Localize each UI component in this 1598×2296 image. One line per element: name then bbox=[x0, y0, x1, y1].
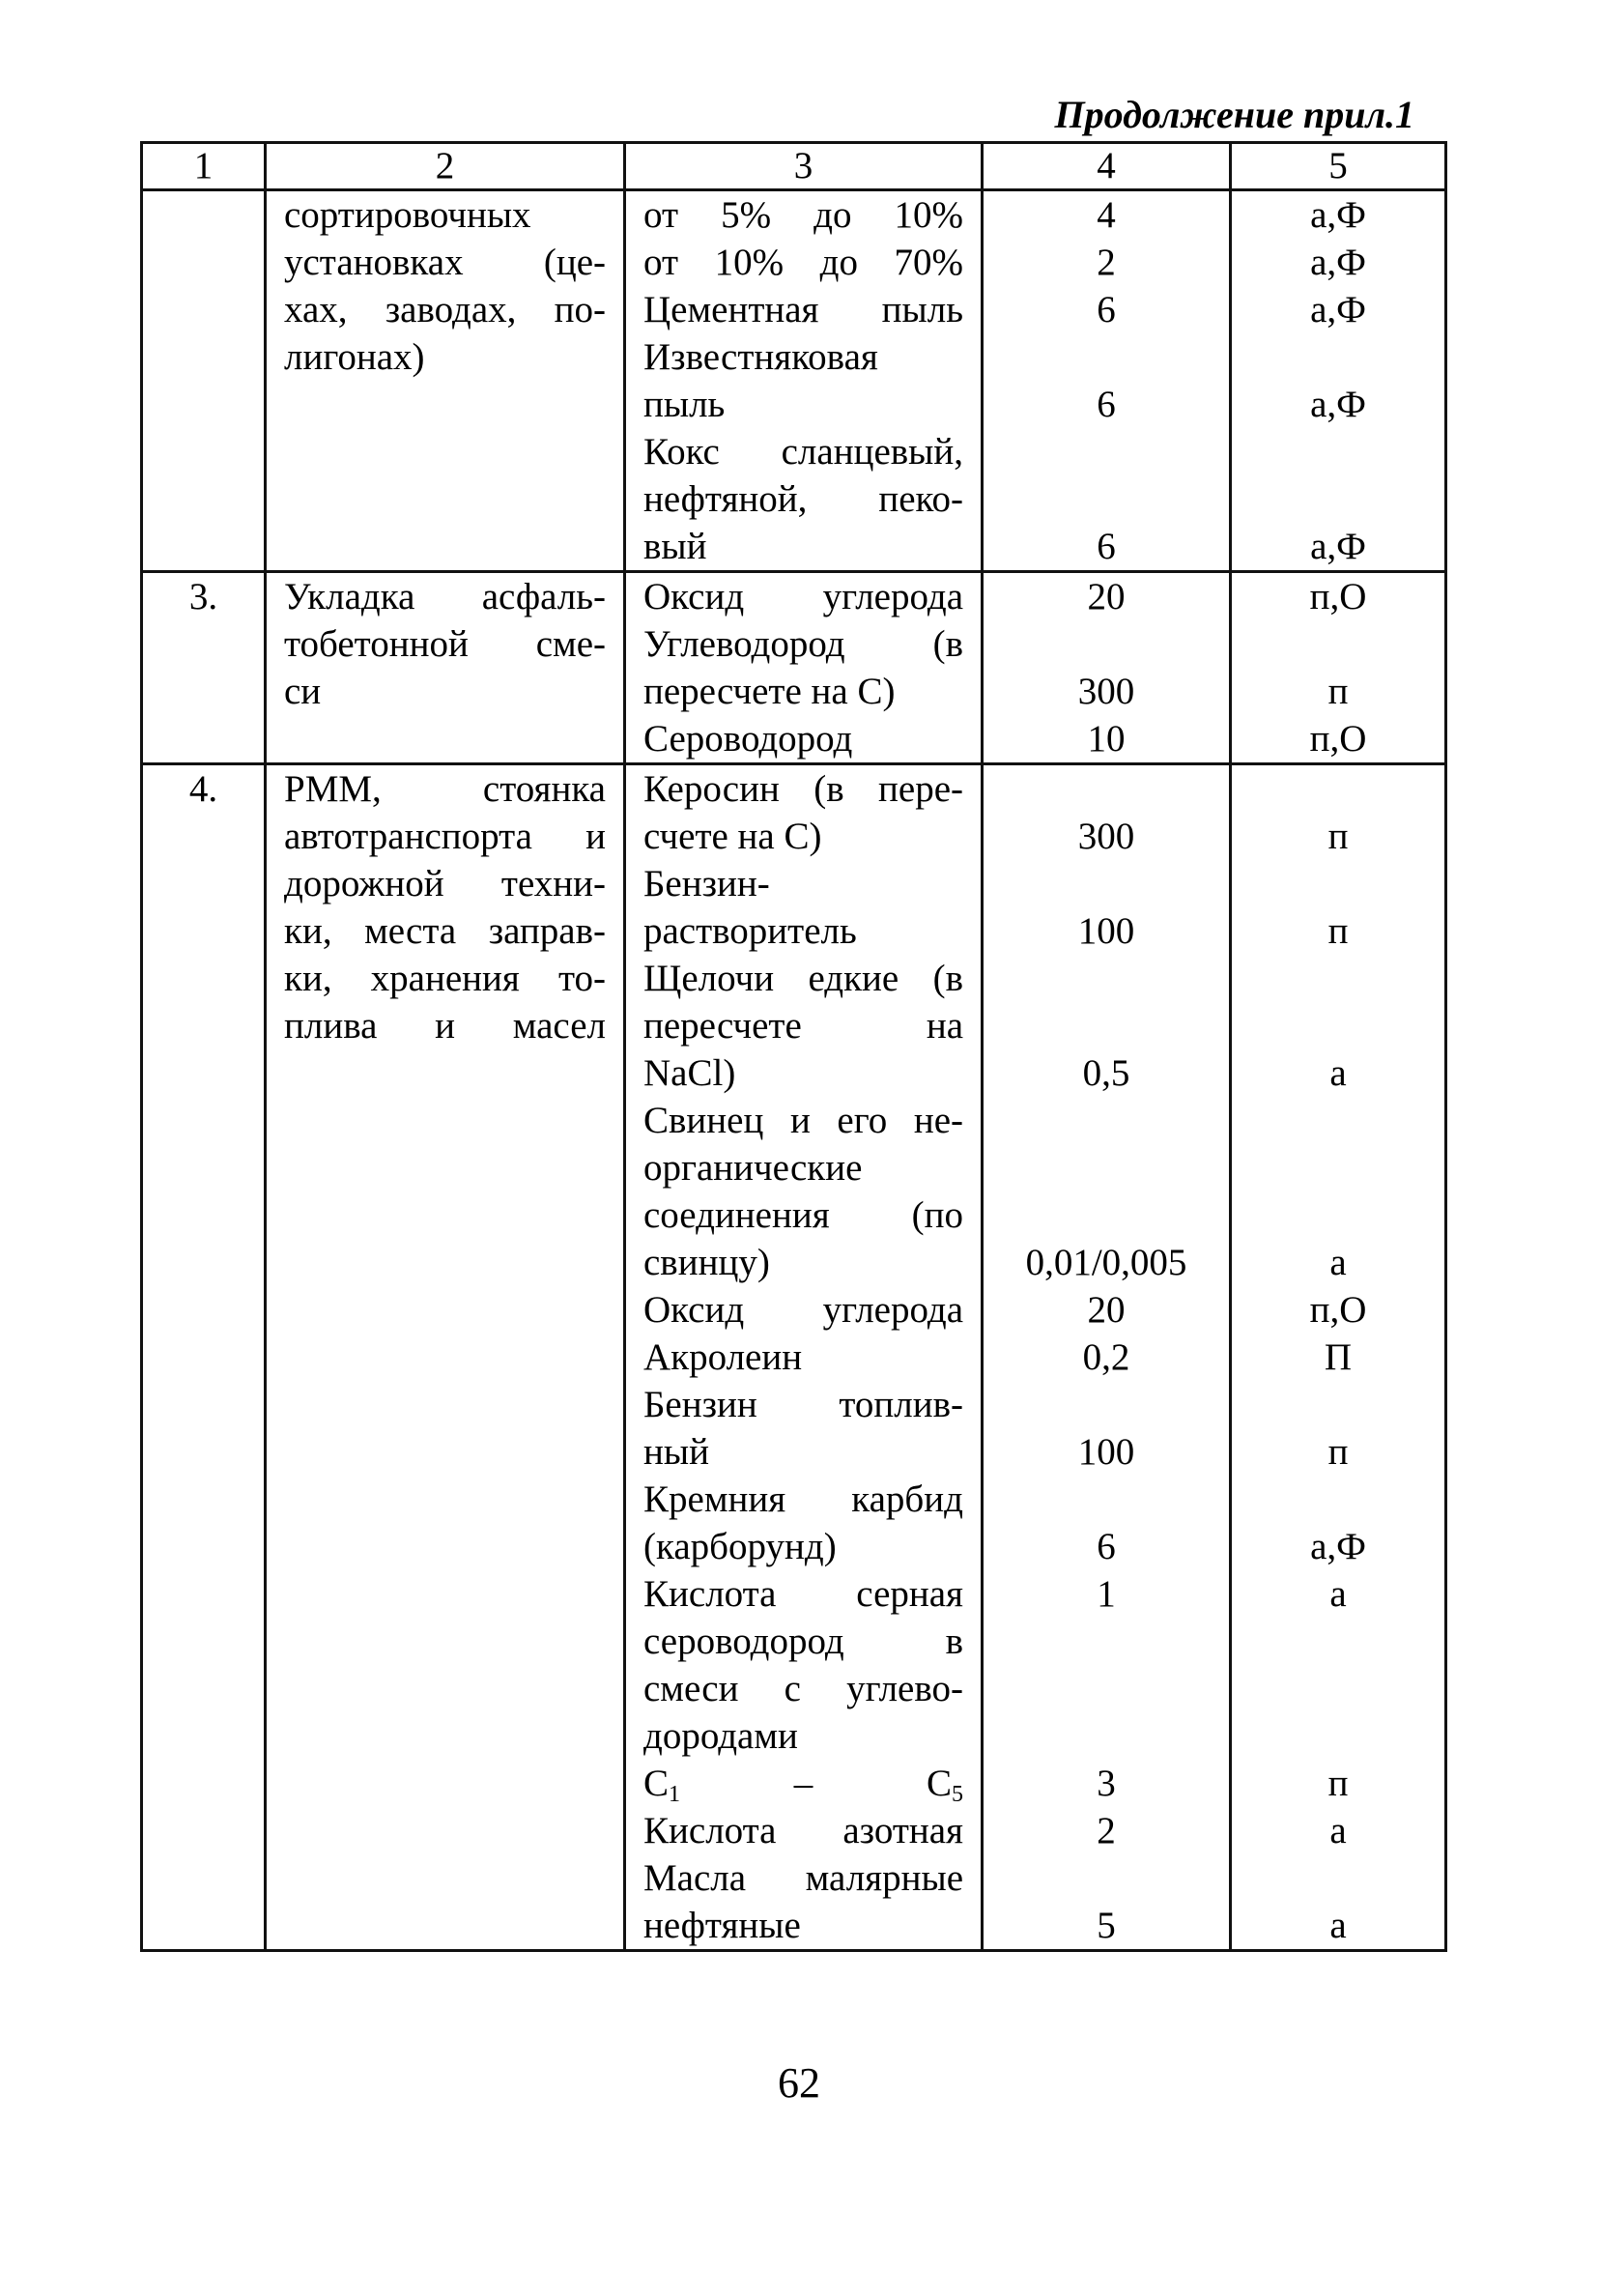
class-line: а,Ф bbox=[1310, 289, 1366, 330]
substance-line: Бензин топлив- bbox=[643, 1384, 963, 1425]
substance-line: дородами bbox=[643, 1715, 798, 1757]
substance-line: вый bbox=[643, 526, 707, 567]
column-header: 5 bbox=[1231, 143, 1446, 190]
substance-line: Кислота азотная bbox=[643, 1810, 963, 1851]
row-number: 4. bbox=[188, 768, 218, 810]
class-line bbox=[1249, 1381, 1427, 1428]
class-line bbox=[1249, 1191, 1427, 1239]
substance-line: нефтяной, пеко- bbox=[643, 478, 963, 520]
class-line: а bbox=[1329, 1242, 1347, 1283]
source-line: РММ, стоянка bbox=[284, 768, 606, 810]
substance-line: Углеводород (в bbox=[643, 623, 963, 665]
value-line bbox=[1001, 860, 1212, 907]
class-line: а,Ф bbox=[1310, 242, 1366, 283]
value-line: 2 bbox=[1097, 242, 1116, 283]
value-cell bbox=[983, 572, 1231, 764]
class-line: а,Ф bbox=[1310, 384, 1366, 425]
row-number: 3. bbox=[188, 576, 218, 617]
value-line: 4 bbox=[1097, 194, 1116, 236]
substance-line: Щелочи едкие (в bbox=[643, 958, 963, 999]
class-line bbox=[1249, 860, 1427, 907]
value-line: 0,01/0,005 bbox=[1025, 1242, 1187, 1283]
value-line: 6 bbox=[1097, 1526, 1116, 1567]
substance-line: счете на С) bbox=[643, 816, 822, 857]
substance-line: (карборунд) bbox=[643, 1526, 837, 1567]
value-line: 20 bbox=[1087, 576, 1126, 617]
source-line: си bbox=[284, 671, 322, 712]
source-line: ки, хранения то- bbox=[284, 958, 606, 999]
value-line bbox=[1001, 1712, 1212, 1760]
substance-line: Оксид углерода bbox=[643, 576, 963, 617]
class-line bbox=[1249, 1665, 1427, 1712]
substance-line: ный bbox=[643, 1431, 709, 1473]
substance-cell bbox=[625, 764, 983, 1951]
value-line bbox=[1001, 1191, 1212, 1239]
class-line: п,О bbox=[1309, 1289, 1367, 1331]
class-line bbox=[1249, 1476, 1427, 1523]
class-line bbox=[1249, 1002, 1427, 1049]
column-header: 1 bbox=[142, 143, 266, 190]
value-cell bbox=[983, 764, 1231, 1951]
value-line bbox=[1001, 1002, 1212, 1049]
value-line: 20 bbox=[1087, 1289, 1126, 1331]
class-line: п,О bbox=[1309, 576, 1367, 617]
row-number bbox=[160, 191, 246, 239]
substance-line: Акролеин bbox=[643, 1336, 803, 1378]
source-line: установках (це- bbox=[284, 242, 606, 283]
substance-line: сероводород в bbox=[643, 1621, 963, 1662]
substance-line: $C_1 - C_5$ bbox=[643, 1763, 963, 1807]
source-cell bbox=[266, 764, 625, 1951]
class-line: п bbox=[1327, 1763, 1349, 1804]
substance-line: органические bbox=[643, 1147, 863, 1189]
class-line: а bbox=[1329, 1810, 1347, 1851]
class-line: а bbox=[1329, 1905, 1347, 1946]
value-line bbox=[1001, 1854, 1212, 1902]
substance-line: Керосин (в пере- bbox=[643, 768, 963, 810]
substance-line: соединения (по bbox=[643, 1194, 963, 1236]
class-line bbox=[1249, 428, 1427, 475]
value-line: 300 bbox=[1077, 671, 1135, 712]
source-line: сортировочных bbox=[284, 194, 531, 236]
substance-line: растворитель bbox=[643, 910, 857, 952]
substance-line: от 10% до 70% bbox=[643, 242, 963, 283]
substance-cell bbox=[625, 190, 983, 572]
appendix-table bbox=[140, 141, 1447, 1952]
substance-line: нефтяные bbox=[643, 1905, 801, 1946]
column-header: 2 bbox=[266, 143, 625, 190]
value-line: 6 bbox=[1097, 384, 1116, 425]
value-line bbox=[1001, 1097, 1212, 1144]
class-cell bbox=[1231, 190, 1446, 572]
substance-cell bbox=[625, 572, 983, 764]
class-line: а,Ф bbox=[1310, 1526, 1366, 1567]
substance-line: Кремния карбид bbox=[643, 1478, 963, 1520]
class-line bbox=[1249, 1144, 1427, 1191]
table-body bbox=[142, 190, 1446, 1951]
value-line: 3 bbox=[1097, 1763, 1116, 1804]
source-cell bbox=[266, 190, 625, 572]
source-line: тобетонной сме- bbox=[284, 623, 606, 665]
column-header: 3 bbox=[625, 143, 983, 190]
substance-line: смеси с углево- bbox=[643, 1668, 963, 1709]
value-line: 0,5 bbox=[1082, 1052, 1130, 1094]
substance-line: Известняковая bbox=[643, 336, 878, 378]
substance-line: Свинец и его не- bbox=[643, 1100, 963, 1141]
value-line bbox=[1001, 475, 1212, 523]
class-line: п bbox=[1327, 671, 1349, 712]
substance-line: Оксид углерода bbox=[643, 1289, 963, 1331]
class-line: П bbox=[1324, 1336, 1353, 1378]
table-header-row bbox=[142, 143, 1446, 190]
value-line bbox=[1001, 1476, 1212, 1523]
substance-line: Цементная пыль bbox=[643, 289, 963, 330]
class-line bbox=[1249, 620, 1427, 668]
class-line: п bbox=[1327, 910, 1349, 952]
value-line: 100 bbox=[1077, 910, 1135, 952]
substance-line: Бензин- bbox=[643, 863, 770, 904]
source-line: автотранспорта и bbox=[284, 816, 606, 857]
page-number: 62 bbox=[778, 2059, 820, 2107]
class-line: п,О bbox=[1309, 718, 1367, 760]
value-line: 1 bbox=[1097, 1573, 1116, 1615]
substance-line: пересчете на С) bbox=[643, 671, 896, 712]
class-line bbox=[1249, 1618, 1427, 1665]
class-line: а bbox=[1329, 1052, 1347, 1094]
class-line: п bbox=[1327, 816, 1349, 857]
value-line bbox=[1001, 1665, 1212, 1712]
value-line: 5 bbox=[1097, 1905, 1116, 1946]
class-cell bbox=[1231, 764, 1446, 1951]
column-header: 4 bbox=[983, 143, 1231, 190]
table-row bbox=[142, 764, 1446, 1951]
value-line: 2 bbox=[1097, 1810, 1116, 1851]
value-line bbox=[1001, 428, 1212, 475]
substance-line: Кислота серная bbox=[643, 1573, 963, 1615]
value-line bbox=[1001, 955, 1212, 1002]
continuation-label: Продолжение прил.1 bbox=[1054, 93, 1414, 136]
row-number-cell bbox=[142, 572, 266, 764]
class-line bbox=[1249, 1854, 1427, 1902]
substance-line: Кокс сланцевый, bbox=[643, 431, 963, 473]
substance-line: Масла малярные bbox=[643, 1857, 963, 1899]
class-line bbox=[1249, 1712, 1427, 1760]
class-line bbox=[1249, 765, 1427, 813]
value-line bbox=[1001, 1618, 1212, 1665]
value-line: 100 bbox=[1077, 1431, 1135, 1473]
source-line: плива и масел bbox=[284, 1005, 606, 1047]
source-line: Укладка асфаль- bbox=[284, 576, 606, 617]
substance-line: свинцу) bbox=[643, 1242, 770, 1283]
source-line: хах, заводах, по- bbox=[284, 289, 606, 330]
value-line: 10 bbox=[1087, 718, 1126, 760]
table-row bbox=[142, 572, 1446, 764]
value-line: 300 bbox=[1077, 816, 1135, 857]
row-number-cell bbox=[142, 190, 266, 572]
class-line: а,Ф bbox=[1310, 526, 1366, 567]
source-line: лигонах) bbox=[284, 336, 425, 378]
value-line: 6 bbox=[1097, 526, 1116, 567]
source-line: дорожной техни- bbox=[284, 863, 606, 904]
class-line: а bbox=[1329, 1573, 1347, 1615]
class-line bbox=[1249, 475, 1427, 523]
source-line: ки, места заправ- bbox=[284, 910, 606, 952]
value-line bbox=[1001, 1381, 1212, 1428]
substance-line: Сероводород bbox=[643, 718, 853, 760]
value-line: 6 bbox=[1097, 289, 1116, 330]
value-line bbox=[1001, 620, 1212, 668]
value-line bbox=[1001, 765, 1212, 813]
value-line bbox=[1001, 333, 1212, 381]
table-row bbox=[142, 190, 1446, 572]
class-line: п bbox=[1327, 1431, 1349, 1473]
class-line bbox=[1249, 1097, 1427, 1144]
substance-line: от 5% до 10% bbox=[643, 194, 963, 236]
substance-line: пересчете на bbox=[643, 1005, 963, 1047]
substance-line: пыль bbox=[643, 384, 726, 425]
substance-line: NaCl) bbox=[643, 1052, 736, 1094]
source-cell bbox=[266, 572, 625, 764]
class-line bbox=[1249, 333, 1427, 381]
value-cell bbox=[983, 190, 1231, 572]
row-number-cell bbox=[142, 764, 266, 1951]
value-line: 0,2 bbox=[1082, 1336, 1130, 1378]
class-line: а,Ф bbox=[1310, 194, 1366, 236]
class-line bbox=[1249, 955, 1427, 1002]
class-cell bbox=[1231, 572, 1446, 764]
value-line bbox=[1001, 1144, 1212, 1191]
